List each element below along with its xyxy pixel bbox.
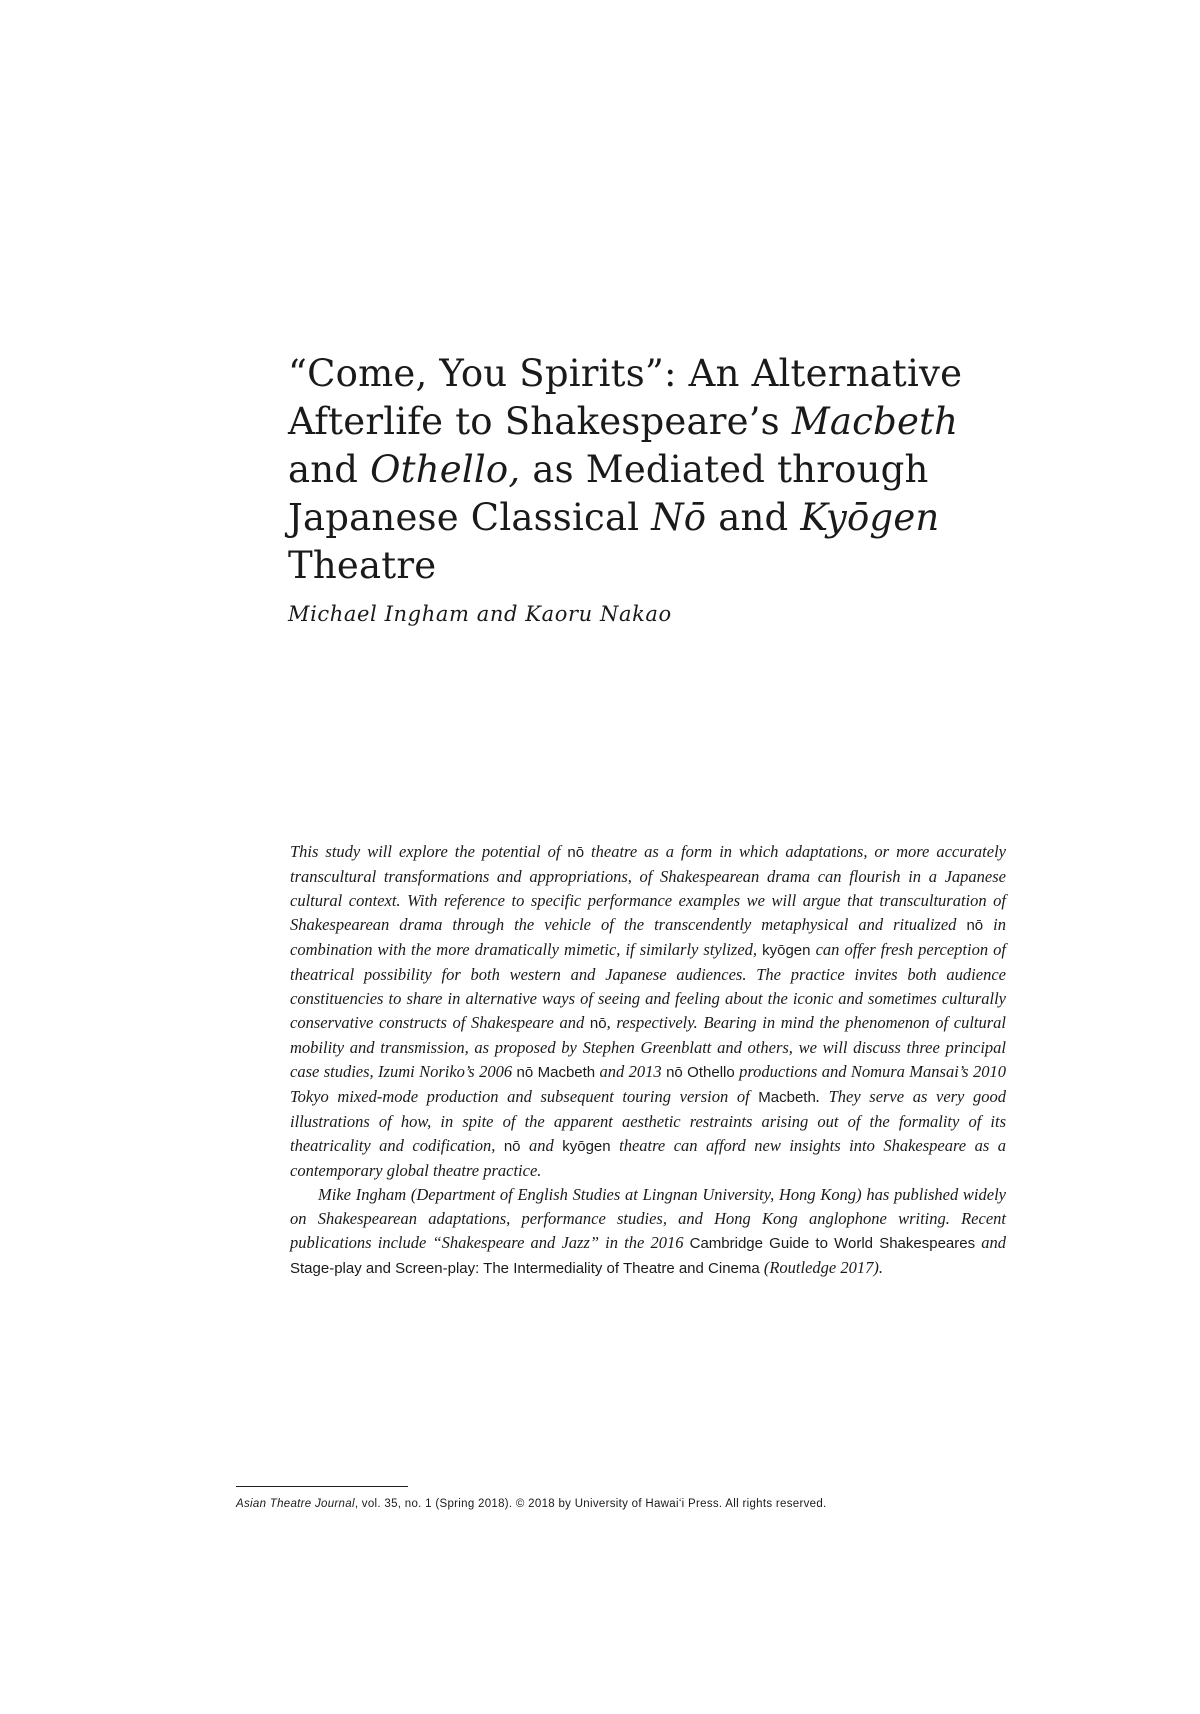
title-line-3: and Othello, as Mediated through xyxy=(288,448,929,491)
author-bio-paragraph: Mike Ingham (Department of English Studies at Lingnan University, Hong Kong) has published widely on Shakespearean adaptations, performance studies, and Hong Kong anglophone writing. Recent publications include “Shakespeare and Jazz” in the 2016 Cambridge Guide to World Shakespeares and Stage-play and Screen-play: The Intermediality of Theatre and Cinema (Routledge 2017). xyxy=(290,1185,1006,1277)
footnote-divider xyxy=(236,1486,408,1487)
title-no: Nō xyxy=(651,496,707,539)
article-title xyxy=(288,350,1028,590)
article-authors: Michael Ingham and Kaoru Nakao xyxy=(288,602,672,626)
copyright-footnote: Asian Theatre Journal, vol. 35, no. 1 (Spring 2018). © 2018 by University of Hawai‘i Press. All rights reserved. xyxy=(236,1498,827,1510)
journal-name: Asian Theatre Journal xyxy=(236,1498,355,1510)
abstract xyxy=(290,840,1006,1281)
title-macbeth: Macbeth xyxy=(791,400,959,443)
title-line-2: Afterlife to Shakespeare’s Macbeth xyxy=(288,400,959,443)
title-line-4: Japanese Classical Nō and Kyōgen xyxy=(288,496,940,539)
title-line-1: “Come, You Spirits”: An Alternative xyxy=(288,352,963,395)
abstract-paragraph: This study will explore the potential of nō theatre as a form in which adaptations, or more accurately transcultural transformations and appropriations, of Shakespearean drama can flourish in a Japanese cultural context. With reference to specific performance examples we will argue that transculturation of Shakespearean drama through the vehicle of the transcendently metaphysical and ritualized nō in combination with the more dramatically mimetic, if similarly stylized, kyōgen can offer fresh perception of theatrical possibility for both western and Japanese audiences. The practice invites both audience constituencies to share in alternative ways of seeing and feeling about the iconic and sometimes culturally conservative constructs of Shakespeare and nō, respectively. Bearing in mind the phenomenon of cultural mobility and transmission, as proposed by Stephen Greenblatt and others, we will discuss three principal case studies, Izumi Noriko’s 2006 nō Macbeth and 2013 nō Othello productions and Nomura Mansai’s 2010 Tokyo mixed-mode production and subsequent touring version of Macbeth. They serve as very good illustrations of how, in spite of the apparent aesthetic restraints arising out of the formality of its theatricality and codification, nō and kyōgen theatre can afford new insights into Shakespeare as a contemporary global theatre practice. xyxy=(290,842,1007,1180)
title-kyogen: Kyōgen xyxy=(800,496,940,539)
title-othello: Othello, xyxy=(370,448,521,491)
title-line-5: Theatre xyxy=(288,544,437,587)
